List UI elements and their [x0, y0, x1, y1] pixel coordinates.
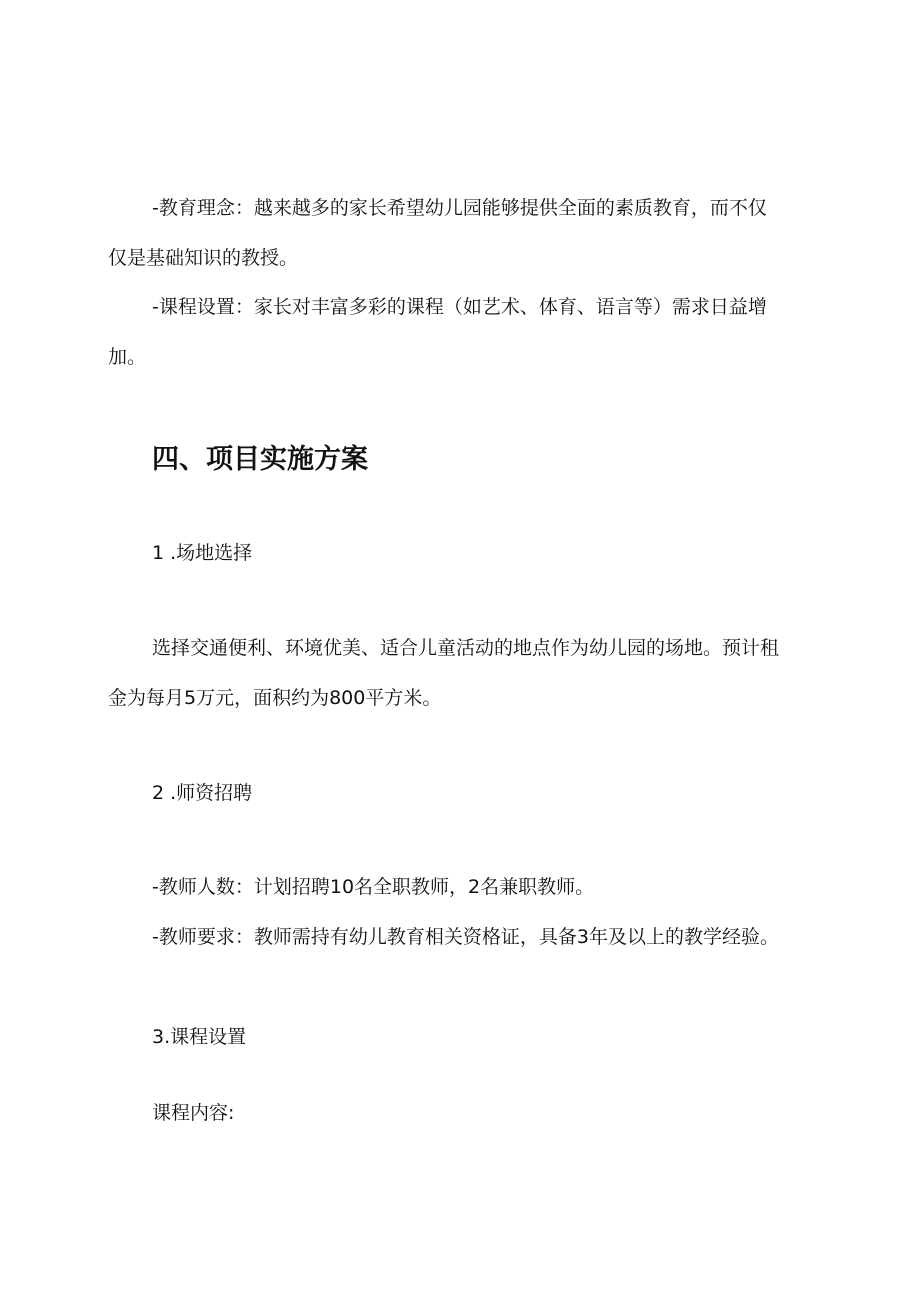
paragraph-venue	[108, 623, 812, 723]
text-line: 选择交通便利、环境优美、适合儿童活动的地点作为幼儿园的场地。预计租	[152, 637, 780, 659]
text-line: 加。	[108, 346, 147, 368]
text-line: 金为每月5万元，面积约为800平方米。	[108, 687, 442, 709]
paragraph-course-setting	[108, 282, 812, 382]
text-line: 仅是基础知识的教授。	[108, 247, 299, 269]
paragraph-teacher-count	[152, 862, 812, 912]
subsection-title-courses: 3.课程设置	[152, 1026, 247, 1048]
subsection-title-recruitment: 2 .师资招聘	[152, 782, 253, 804]
paragraph-course-content: 课程内容:	[152, 1102, 235, 1124]
paragraph-teacher-requirements	[152, 912, 812, 962]
text-line: -教师人数：计划招聘10名全职教师，2名兼职教师。	[152, 876, 595, 898]
section-heading: 四、项目实施方案	[152, 444, 368, 475]
text-line: -教师要求：教师需持有幼儿教育相关资格证，具备3年及以上的教学经验。	[152, 926, 779, 948]
text-line: -教育理念：越来越多的家长希望幼儿园能够提供全面的素质教育，而不仅	[152, 197, 767, 219]
subsection-title-venue: 1 .场地选择	[152, 542, 253, 564]
paragraph-education-philosophy	[108, 183, 812, 283]
text-line: -课程设置：家长对丰富多彩的课程（如艺术、体育、语言等）需求日益增	[152, 296, 767, 318]
